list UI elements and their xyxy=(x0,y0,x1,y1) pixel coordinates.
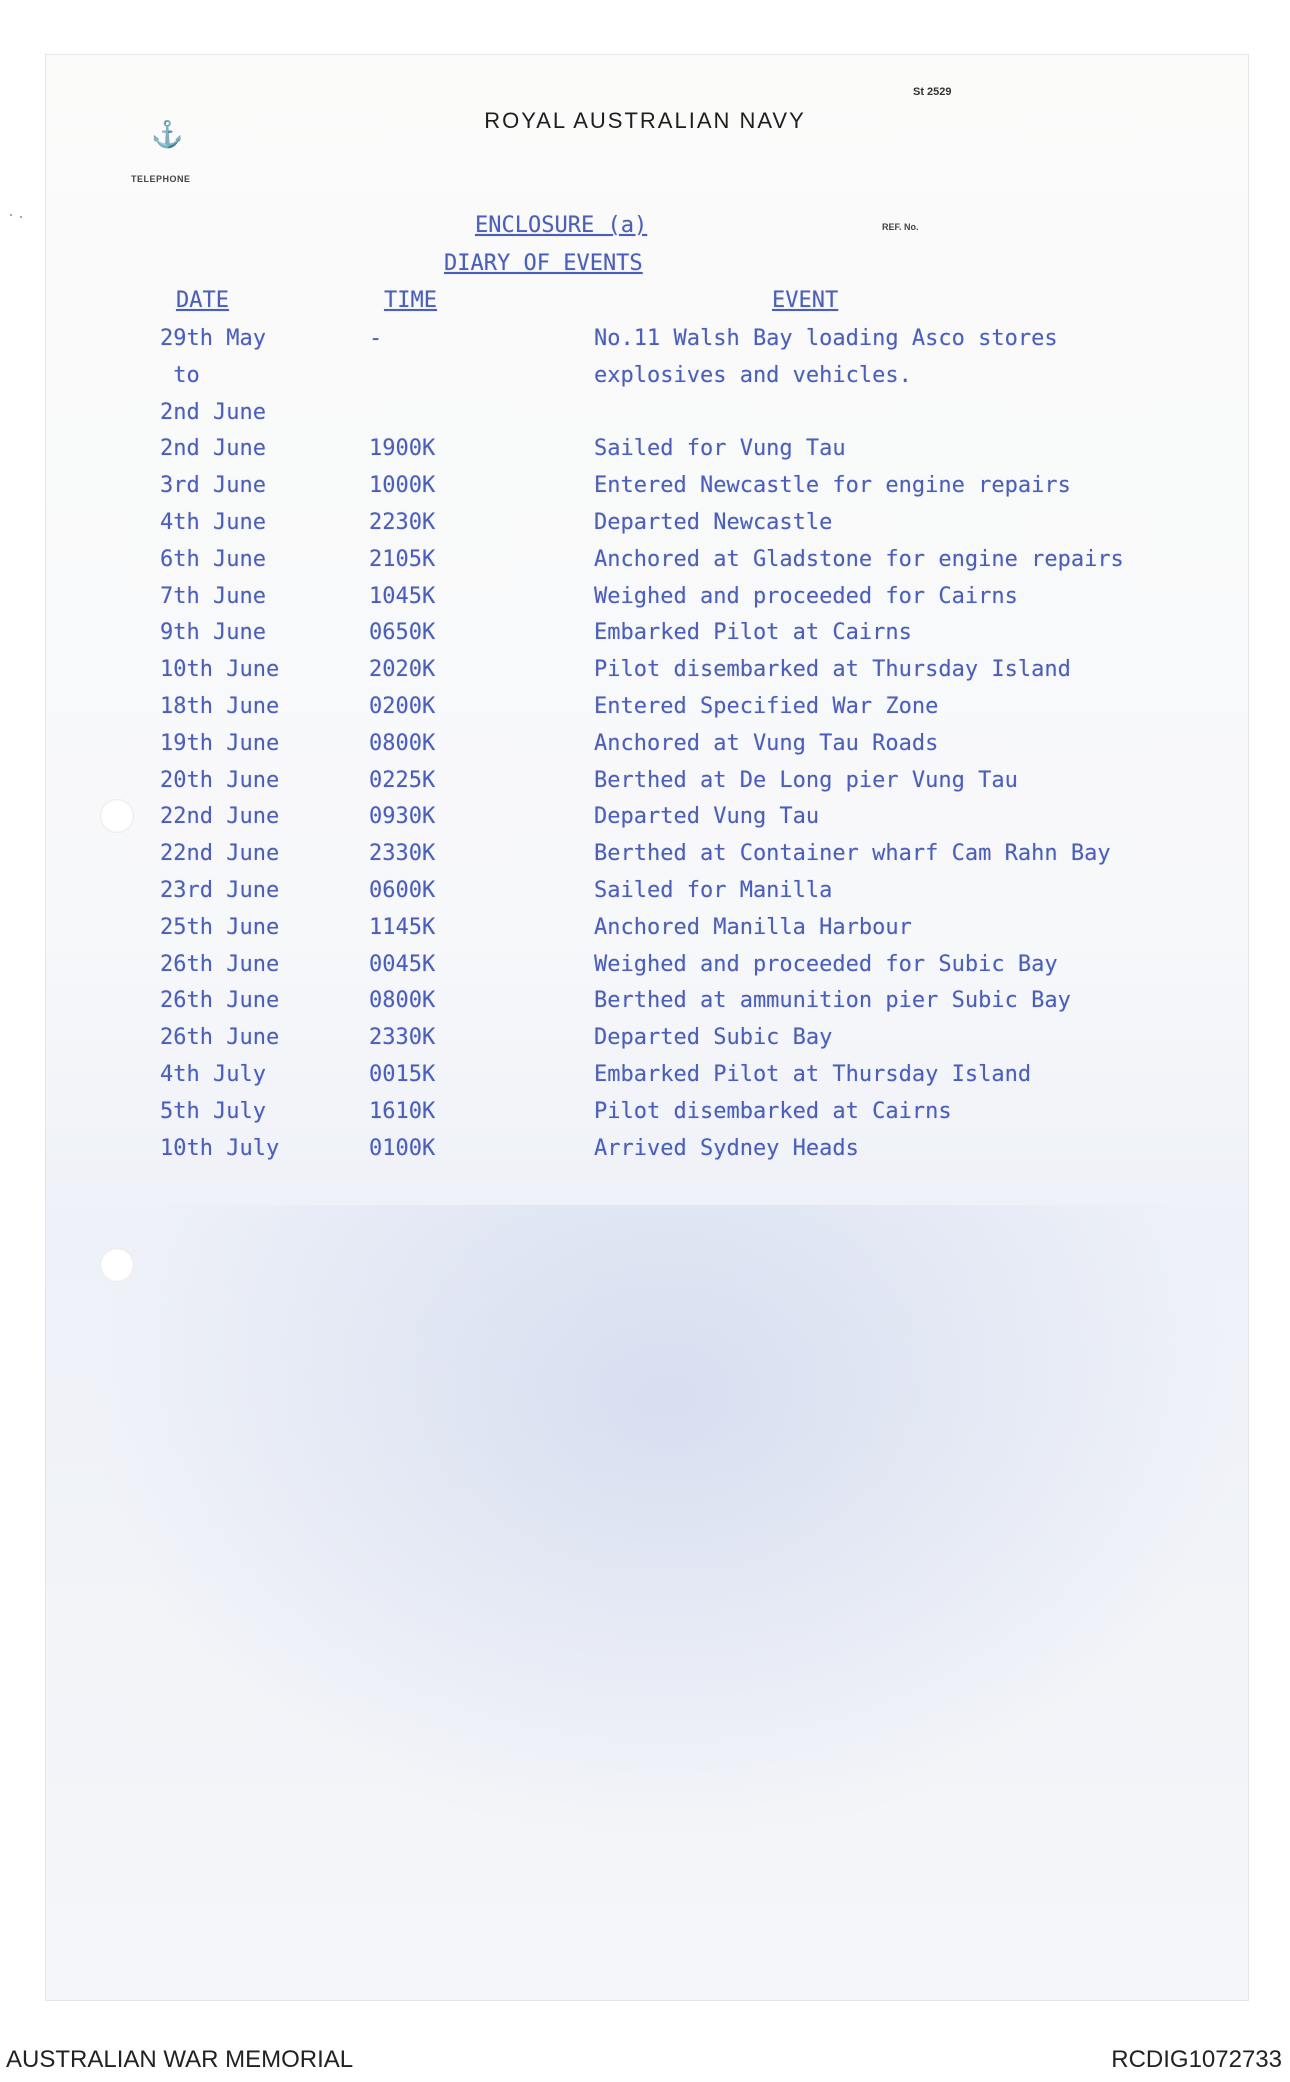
row-event: Pilot disembarked at Thursday Island xyxy=(594,657,1071,683)
table-row xyxy=(0,657,1290,694)
row-date: 26th June xyxy=(160,988,280,1014)
row-time: 0225K xyxy=(369,767,436,793)
row-date: 3rd June xyxy=(160,473,266,499)
row-date: to xyxy=(160,362,200,388)
row-time: 1145K xyxy=(369,914,436,940)
row-event: Entered Specified War Zone xyxy=(594,693,939,719)
speck xyxy=(20,216,22,218)
table-row xyxy=(0,1099,1290,1136)
row-date: 2nd June xyxy=(160,436,266,462)
row-event: Embarked Pilot at Thursday Island xyxy=(594,1061,1032,1087)
row-event: Departed Newcastle xyxy=(594,509,833,535)
row-date: 26th June xyxy=(160,1025,280,1051)
row-time: 2230K xyxy=(369,509,436,535)
telephone-label: TELEPHONE xyxy=(131,174,191,184)
table-row xyxy=(0,326,1290,363)
row-time: 0600K xyxy=(369,877,436,903)
column-header-event: EVENT xyxy=(772,288,839,313)
row-event: Weighed and proceeded for Subic Bay xyxy=(594,951,1058,977)
row-event: Pilot disembarked at Cairns xyxy=(594,1098,952,1124)
row-time: 2105K xyxy=(369,546,436,572)
row-time: 0100K xyxy=(369,1135,436,1161)
row-time: 2330K xyxy=(369,841,436,867)
table-row xyxy=(0,988,1290,1025)
row-event: Embarked Pilot at Cairns xyxy=(594,620,912,646)
table-row xyxy=(0,915,1290,952)
row-date: 19th June xyxy=(160,730,280,756)
row-time: 1045K xyxy=(369,583,436,609)
row-time: 2330K xyxy=(369,1025,436,1051)
table-row xyxy=(0,952,1290,989)
row-date: 4th July xyxy=(160,1061,266,1087)
table-row xyxy=(0,363,1290,400)
letterhead-title: ROYAL AUSTRALIAN NAVY xyxy=(484,108,806,133)
table-row xyxy=(0,547,1290,584)
table-row xyxy=(0,584,1290,621)
row-date: 2nd June xyxy=(160,399,266,425)
row-time: - xyxy=(369,326,383,351)
enclosure-heading: ENCLOSURE (a) xyxy=(475,213,648,238)
row-date: 26th June xyxy=(160,951,280,977)
table-row xyxy=(0,731,1290,768)
row-date: 10th June xyxy=(160,657,280,683)
row-event: Sailed for Vung Tau xyxy=(594,436,846,462)
row-event: Berthed at Container wharf Cam Rahn Bay xyxy=(594,841,1111,867)
record-id: RCDIG1072733 xyxy=(1111,2046,1282,2073)
table-row xyxy=(0,510,1290,547)
form-number: St 2529 xyxy=(913,86,952,98)
row-event: Weighed and proceeded for Cairns xyxy=(594,583,1018,609)
row-date: 20th June xyxy=(160,767,280,793)
column-header-date: DATE xyxy=(176,288,229,313)
reference-label: REF. No. xyxy=(882,222,919,232)
table-row xyxy=(0,1025,1290,1062)
table-row xyxy=(0,1136,1290,1173)
source-caption: AUSTRALIAN WAR MEMORIAL xyxy=(6,2046,354,2073)
row-date: 22nd June xyxy=(160,841,280,867)
row-time: 1000K xyxy=(369,473,436,499)
table-row xyxy=(0,620,1290,657)
table-row xyxy=(0,804,1290,841)
row-event: No.11 Walsh Bay loading Asco stores xyxy=(594,326,1058,351)
row-time: 0200K xyxy=(369,693,436,719)
table-row xyxy=(0,436,1290,473)
row-event: Anchored at Gladstone for engine repairs xyxy=(594,546,1124,572)
row-time: 2020K xyxy=(369,657,436,683)
row-date: 18th June xyxy=(160,693,280,719)
table-row xyxy=(0,400,1290,437)
table-row xyxy=(0,768,1290,805)
row-event: Anchored at Vung Tau Roads xyxy=(594,730,939,756)
punch-hole xyxy=(100,1248,134,1282)
row-event: Entered Newcastle for engine repairs xyxy=(594,473,1071,499)
row-date: 4th June xyxy=(160,509,266,535)
row-event: Anchored Manilla Harbour xyxy=(594,914,912,940)
row-date: 7th June xyxy=(160,583,266,609)
row-date: 10th July xyxy=(160,1135,280,1161)
row-event: Departed Subic Bay xyxy=(594,1025,833,1051)
table-row xyxy=(0,1062,1290,1099)
row-time: 0800K xyxy=(369,730,436,756)
crest-impression: ⚓ xyxy=(151,120,184,150)
ink-bleed-through xyxy=(86,1205,1246,1845)
table-row xyxy=(0,878,1290,915)
row-event: Arrived Sydney Heads xyxy=(594,1135,859,1161)
row-time: 0800K xyxy=(369,988,436,1014)
row-event: explosives and vehicles. xyxy=(594,362,912,388)
table-row xyxy=(0,473,1290,510)
row-time: 1610K xyxy=(369,1098,436,1124)
row-event: Sailed for Manilla xyxy=(594,877,833,903)
row-date: 23rd June xyxy=(160,877,280,903)
row-event: Berthed at De Long pier Vung Tau xyxy=(594,767,1018,793)
diary-heading: DIARY OF EVENTS xyxy=(444,251,643,276)
row-event: Departed Vung Tau xyxy=(594,804,820,830)
row-time: 0650K xyxy=(369,620,436,646)
column-header-time: TIME xyxy=(384,288,437,313)
row-date: 9th June xyxy=(160,620,266,646)
table-row xyxy=(0,841,1290,878)
row-time: 0045K xyxy=(369,951,436,977)
row-time: 0930K xyxy=(369,804,436,830)
row-time: 1900K xyxy=(369,436,436,462)
row-date: 6th June xyxy=(160,546,266,572)
speck xyxy=(10,214,12,216)
row-event: Berthed at ammunition pier Subic Bay xyxy=(594,988,1071,1014)
table-row xyxy=(0,694,1290,731)
row-date: 22nd June xyxy=(160,804,280,830)
row-date: 29th May xyxy=(160,326,266,351)
row-date: 5th July xyxy=(160,1098,266,1124)
row-time: 0015K xyxy=(369,1061,436,1087)
diary-table xyxy=(0,326,1290,1172)
row-date: 25th June xyxy=(160,914,280,940)
